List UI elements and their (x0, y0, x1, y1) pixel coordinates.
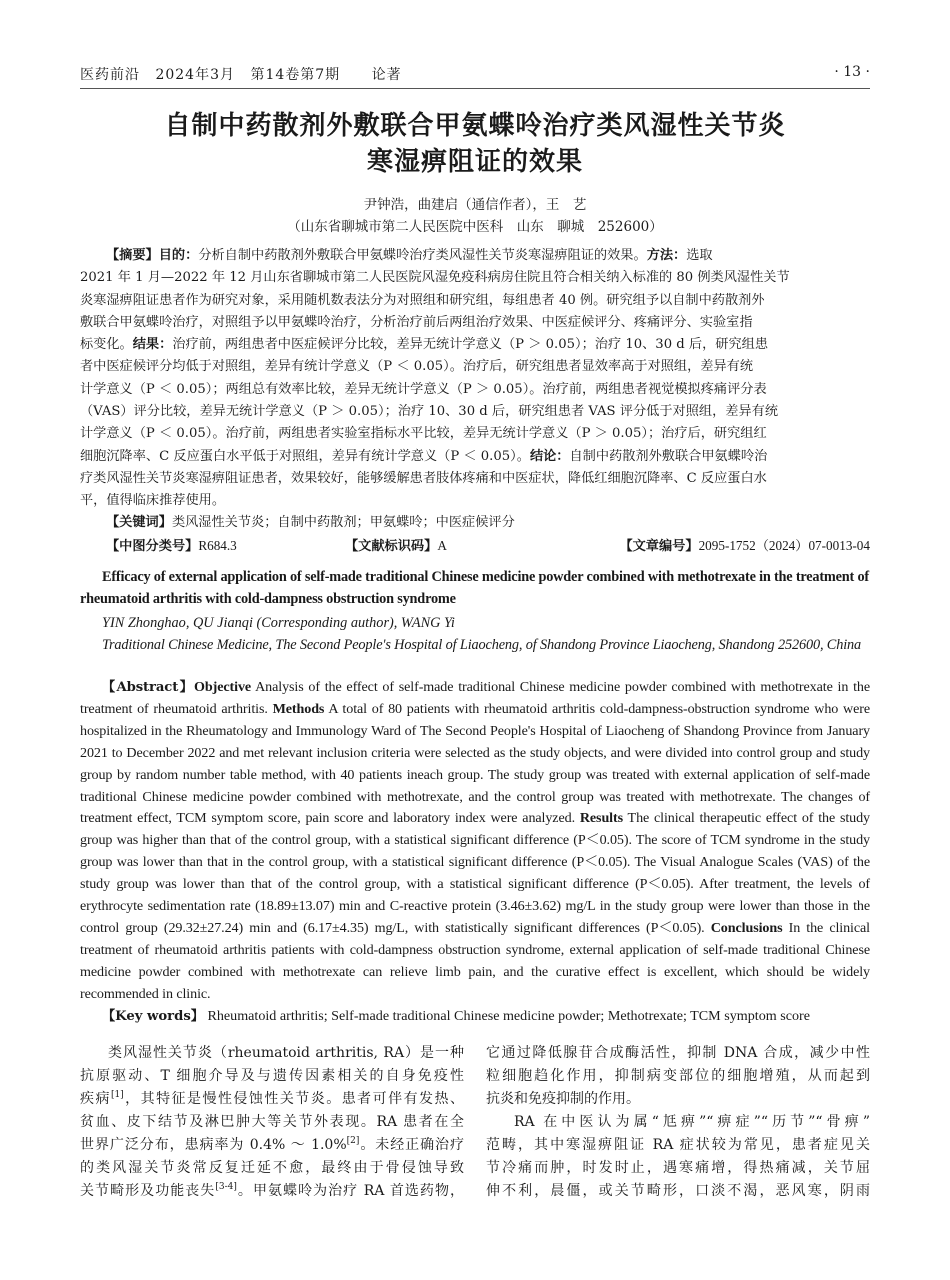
article-title (80, 108, 870, 180)
en-keywords-text: Rheumatoid arthritis; Self-made traditional Chinese medicine powder; Methotrexate; TCM symptom score (203, 1008, 810, 1024)
en-results-label: Results (579, 810, 623, 827)
english-abstract (80, 677, 870, 1006)
body-text: 。未经正确治疗 (359, 1137, 464, 1153)
body-text: 关节畸形及功能丧失 (80, 1183, 216, 1199)
en-abstract-label: 【Abstract】 (102, 680, 195, 695)
page-number: · 13 · (834, 64, 870, 80)
chinese-abstract (80, 245, 870, 513)
article-label: 【文章编号】 (619, 539, 699, 554)
methods-end: 标变化。 (80, 337, 133, 353)
document-code (345, 535, 447, 558)
keywords-label: 【关键词】 (106, 515, 172, 530)
article-number (619, 535, 870, 558)
chinese-keywords (80, 512, 870, 534)
en-methods-text: A total of 80 patients with rheumatoid arthritis cold-dampness-obstruction syndrome who were hospitalized in the Rheumatology and Immunology Ward of The Second People's Hospital of Liaocheng of Shandong Province from January 2021 to December 2022 and met relevant inclusion criteria were selected as the study objects, and were divided into control group and study group by random number table method, with 40 patients ineach group. The study group was treated with external application of self-made traditional Chinese medicine powder combined with methotrexate, and the control group was treated with methotrexate. The changes of treatment effect, TCM symptom score, pain score and laboratory index were analyzed. (80, 700, 870, 827)
body-text: 。甲氨蝶呤为治疗 RA 首选药物， (236, 1183, 464, 1199)
body-line (80, 1088, 464, 1111)
issue-date: 2024年3月 (155, 67, 235, 83)
abstract-line: 疗类风湿性关节炎寒湿痹阻证患者，效果较好，能够缓解患者肢体疼痛和中医症状，降低红细胞沉降率、C 反应蛋白水 (80, 470, 767, 486)
body-line: 抗原驱动、T 细胞介导及与遗传因素相关的自身免疫性 (80, 1068, 464, 1084)
english-affiliation: Traditional Chinese Medicine, The Second People's Hospital of Liaocheng, of Shandong Province Liaocheng, Shandong 252600, China (102, 637, 862, 653)
title-line-2: 寒湿痹阻证的效果 (366, 147, 583, 177)
en-objective-label: Objective (194, 679, 252, 695)
en-results-text: The clinical therapeutic effect of the study group was higher than that of the control group, with a statistical significant difference (P＜0.05). The score of TCM syndrome in the study group was lower than that in the control group, with a statistical significant difference (P＜0.05). The Visual Analogue Scales (VAS) of the study group was lower than that of the control group, with a statistical significant difference (P＜0.05). After treatment, the levels of erythrocyte sedimentation rate (18.89±13.07) min and C-reactive protein (3.46±3.62) mg/L in the study group were lower than those in the control group (29.32±27.24) min and (6.17±4.35) mg/L, with statistically significant differences (P＜0.05). (80, 810, 871, 936)
body-line: 它通过降低腺苷合成酶活性，抑制 DNA 合成，减少中性 (486, 1045, 870, 1061)
conclusion-label: 结论： (529, 448, 570, 464)
clc-label: 【中图分类号】 (106, 539, 199, 554)
doc-value: A (437, 538, 447, 553)
body-line: 粒细胞趋化作用，抑制病变部位的细胞增殖，从而起到 (486, 1068, 870, 1084)
abstract-line: 计学意义（P ＜ 0.05）。治疗前，两组患者实验室指标水平比较，差异无统计学意义（P ＞ 0.05）；治疗后，研究组红 (80, 426, 767, 442)
body-text: 疾病 (80, 1091, 111, 1107)
objective-label: 目的： (158, 248, 199, 263)
results-label: 结果： (132, 337, 173, 353)
methods-start: 选取 (686, 248, 713, 263)
citation: [1] (110, 1090, 124, 1100)
abstract-line: 平，值得临床推荐使用。 (80, 493, 226, 509)
body-line: 节冷痛而肿，时发时止，遇寒痛增，得热痛减，关节屈 (486, 1160, 870, 1176)
clc-number (106, 535, 237, 558)
en-conclusions-text: In the clinical treatment of rheumatoid arthritis patients with cold-dampness obstruction syndrome, external application of self-made traditional Chinese medicine powder combined with methotrexate can relieve limb pain, and the curative effect is excellent, which should be widely recommended in clinic. (80, 919, 870, 1002)
body-column-left (80, 1042, 464, 1203)
citation: [2] (346, 1136, 360, 1146)
abstract-line: 计学意义（P ＜ 0.05）；两组总有效率比较，差异无统计学意义（P ＞ 0.05）。治疗前，两组患者视觉模拟疼痛评分表 (80, 381, 767, 397)
en-objective-text: Analysis of the effect of self-made traditional Chinese medicine powder combined with methotrexate in the treatment of rheumatoid arthritis. (80, 679, 870, 717)
objective-text: 分析自制中药散剂外敷联合甲氨蝶呤治疗类风湿性关节炎寒湿痹阻证的效果。 (198, 248, 647, 263)
body-line (80, 1180, 464, 1203)
abstract-line (80, 334, 870, 356)
abstract-line: 2021 年 1 月—2022 年 12 月山东省聊城市第二人民医院风湿免疫科病房住院且符合相关纳入标准的 80 例类风湿性关节 (80, 270, 790, 286)
abstract-line: 者中医症候评分均低于对照组，差异有统计学意义（P ＜ 0.05）。治疗后，研究组患者显效率高于对照组，差异有统 (80, 359, 754, 375)
article-value: 2095-1752（2024）07-0013-04 (698, 538, 870, 553)
english-title: Efficacy of external application of self-made traditional Chinese medicine powder combined with methotrexate in the treatment of rheumatoid arthritis with cold-dampness obstruction syndrome (80, 569, 869, 607)
keywords-text: 类风湿性关节炎；自制中药散剂；甲氨蝶呤；中医症候评分 (171, 515, 515, 530)
body-line (80, 1134, 464, 1157)
abstract-label: 【摘要】 (106, 248, 159, 263)
citation: [3-4] (215, 1182, 237, 1192)
title-line-1: 自制中药散剂外敷联合甲氨蝶呤治疗类风湿性关节炎 (164, 111, 786, 141)
body-column-right (486, 1042, 870, 1203)
english-keywords (80, 1005, 870, 1028)
results-last: 细胞沉降率、C 反应蛋白水平低于对照组，差异有统计学意义（P ＜ 0.05）。 (80, 448, 530, 464)
journal-name: 医药前沿 (80, 67, 140, 83)
clc-value: R684.3 (198, 538, 237, 553)
doc-label: 【文献标识码】 (345, 539, 438, 554)
english-authors: YIN Zhonghao, QU Jianqi (Corresponding author), WANG Yi (102, 615, 455, 631)
author-affiliation: （山东省聊城市第二人民医院中医科 山东 聊城 252600） (287, 219, 663, 235)
body-line: RA 在中医认为属“尪痹”“痹症”“历节”“骨痹” (514, 1114, 870, 1130)
abstract-line: 敷联合甲氨蝶呤治疗，对照组予以甲氨蝶呤治疗，分析治疗前后两组治疗效果、中医症候评分、疼痛评分、实验室指 (80, 314, 753, 330)
author-list: 尹钟浩，曲建启（通信作者），王 艺 (363, 197, 587, 213)
results-first: 治疗前，两组患者中医症候评分比较，差异无统计学意义（P ＞ 0.05）；治疗 10、30 d 后，研究组患 (172, 337, 769, 353)
running-header (80, 62, 870, 89)
section-name: 论著 (371, 67, 402, 83)
issue-volume: 第14卷第7期 (250, 67, 341, 83)
body-line: 范畴，其中寒湿痹阻证 RA 症状较为常见，患者症见关 (486, 1137, 870, 1153)
body-text: ，其特征是慢性侵蚀性关节炎。患者可伴有发热、 (123, 1091, 464, 1107)
body-line: 的类风湿关节炎常反复迁延不愈，最终由于骨侵蚀导致 (80, 1160, 464, 1176)
body-line: 伸不利，晨僵，或关节畸形，口淡不渴，恶风寒，阴雨 (486, 1183, 870, 1199)
abstract-line (80, 245, 870, 267)
body-line: 类风湿性关节炎（rheumatoid arthritis, RA）是一种 (108, 1045, 464, 1061)
classification-line (80, 535, 870, 557)
body-line: 抗炎和免疫抑制的作用。 (486, 1091, 640, 1107)
abstract-line: （VAS）评分比较，差异无统计学意义（P ＞ 0.05）；治疗 10、30 d 后，研究组患者 VAS 评分低于对照组，差异有统 (80, 404, 779, 420)
body-line: 贫血、皮下结节及淋巴肿大等关节外表现。RA 患者在全 (80, 1114, 464, 1130)
methods-label: 方法： (646, 248, 687, 263)
en-methods-label: Methods (272, 700, 325, 717)
en-keywords-label: 【Key words】 (102, 1009, 204, 1024)
abstract-line: 炎寒湿痹阻证患者作为研究对象，采用随机数表法分为对照组和研究组，每组患者 40 例。研究组予以自制中药散剂外 (80, 292, 765, 308)
abstract-line (80, 446, 870, 468)
conclusion-first: 自制中药散剂外敷联合甲氨蝶呤治 (569, 448, 768, 464)
en-conclusions-label: Conclusions (710, 919, 783, 936)
body-text: 世界广泛分布，患病率为 0.4% ～ 1.0% (80, 1137, 347, 1153)
